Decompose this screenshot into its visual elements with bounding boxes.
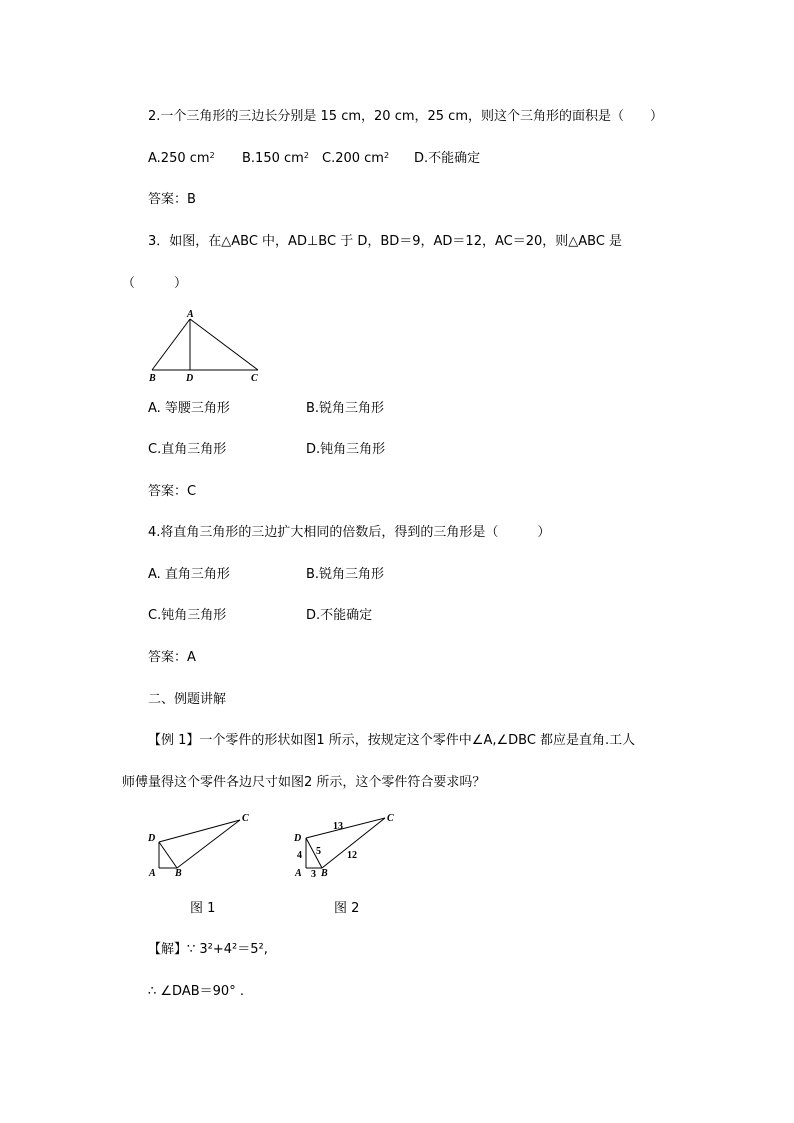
q4-option-b: B.锐角三角形 — [306, 567, 385, 582]
q2-stem: 2.一个三角形的三边长分别是 15 cm，20 cm，25 cm，则这个三角形的面积是（ ） — [148, 109, 663, 124]
fig2-caption: 图 2 — [334, 901, 360, 916]
fig2-length-ad: 4 — [297, 850, 302, 861]
example1-line1: 【例 1】一个零件的形状如图1 所示，按规定这个零件中∠A,∠DBC 都应是直角.工人 — [148, 733, 636, 748]
q2-answer: 答案：B — [148, 192, 196, 207]
q3-triangle-figure — [140, 306, 280, 386]
fig1-label-d: D — [148, 833, 156, 844]
q3-side-ab — [152, 319, 190, 370]
example1-figure-2 — [290, 810, 405, 880]
q2-option-b: B.150 $cm^2$ — [242, 151, 309, 166]
fig1-side-bd — [159, 842, 177, 868]
q3-label-a: A — [187, 309, 194, 320]
fig2-label-c: C — [387, 813, 394, 824]
q3-answer-paren: （ ） — [122, 276, 188, 291]
fig2-length-bc: 12 — [347, 850, 357, 861]
fig1-side-bc — [177, 820, 240, 868]
fig1-label-b: B — [175, 868, 182, 879]
fig1-caption: 图 1 — [190, 901, 216, 916]
q2-option-c: C.200 $cm^2$ — [322, 151, 390, 166]
q3-option-a: A. 等腰三角形 — [148, 401, 230, 416]
fig2-length-bd: 5 — [316, 846, 321, 857]
q3-option-d: D.钝角三角形 — [306, 442, 386, 457]
fig2-length-ab: 3 — [311, 869, 316, 880]
fig2-label-b: B — [321, 868, 328, 879]
q2-option-a: A.250 $cm^2$ — [148, 151, 215, 166]
solution-line2: ∴ ∠DAB＝90° . — [148, 984, 244, 999]
solution-line1: 【解】∵ 3²+4²＝5², — [148, 942, 268, 957]
example1-line2: 师傅量得这个零件各边尺寸如图2 所示，这个零件符合要求吗？ — [122, 775, 486, 790]
q3-label-b: B — [149, 373, 156, 384]
q3-stem: 3．如图，在△ABC 中，AD⊥BC 于 D，BD＝9，AD＝12，AC＝20，则△ABC 是 — [148, 234, 623, 249]
q4-stem: 4.将直角三角形的三边扩大相同的倍数后，得到的三角形是（ ） — [148, 525, 551, 540]
q3-answer: 答案：C — [148, 484, 197, 499]
fig2-label-d: D — [294, 833, 302, 844]
q2-option-d: D.不能确定 — [414, 151, 481, 166]
example1-figure-1 — [145, 810, 260, 880]
section-heading: 二、例题讲解 — [148, 692, 227, 707]
q4-option-c: C.钝角三角形 — [148, 608, 227, 623]
fig1-label-c: C — [242, 813, 249, 824]
fig2-length-dc: 13 — [333, 821, 343, 832]
q3-side-ac — [190, 319, 258, 370]
q4-option-a: A. 直角三角形 — [148, 567, 230, 582]
q3-label-d: D — [186, 373, 194, 384]
q3-label-c: C — [251, 373, 258, 384]
q3-option-c: C.直角三角形 — [148, 442, 227, 457]
q4-option-d: D.不能确定 — [306, 608, 373, 623]
fig1-label-a: A — [149, 868, 156, 879]
q3-option-b: B.锐角三角形 — [306, 401, 385, 416]
q4-answer: 答案：A — [148, 650, 196, 665]
fig1-side-dc — [159, 820, 240, 842]
fig2-label-a: A — [295, 868, 302, 879]
